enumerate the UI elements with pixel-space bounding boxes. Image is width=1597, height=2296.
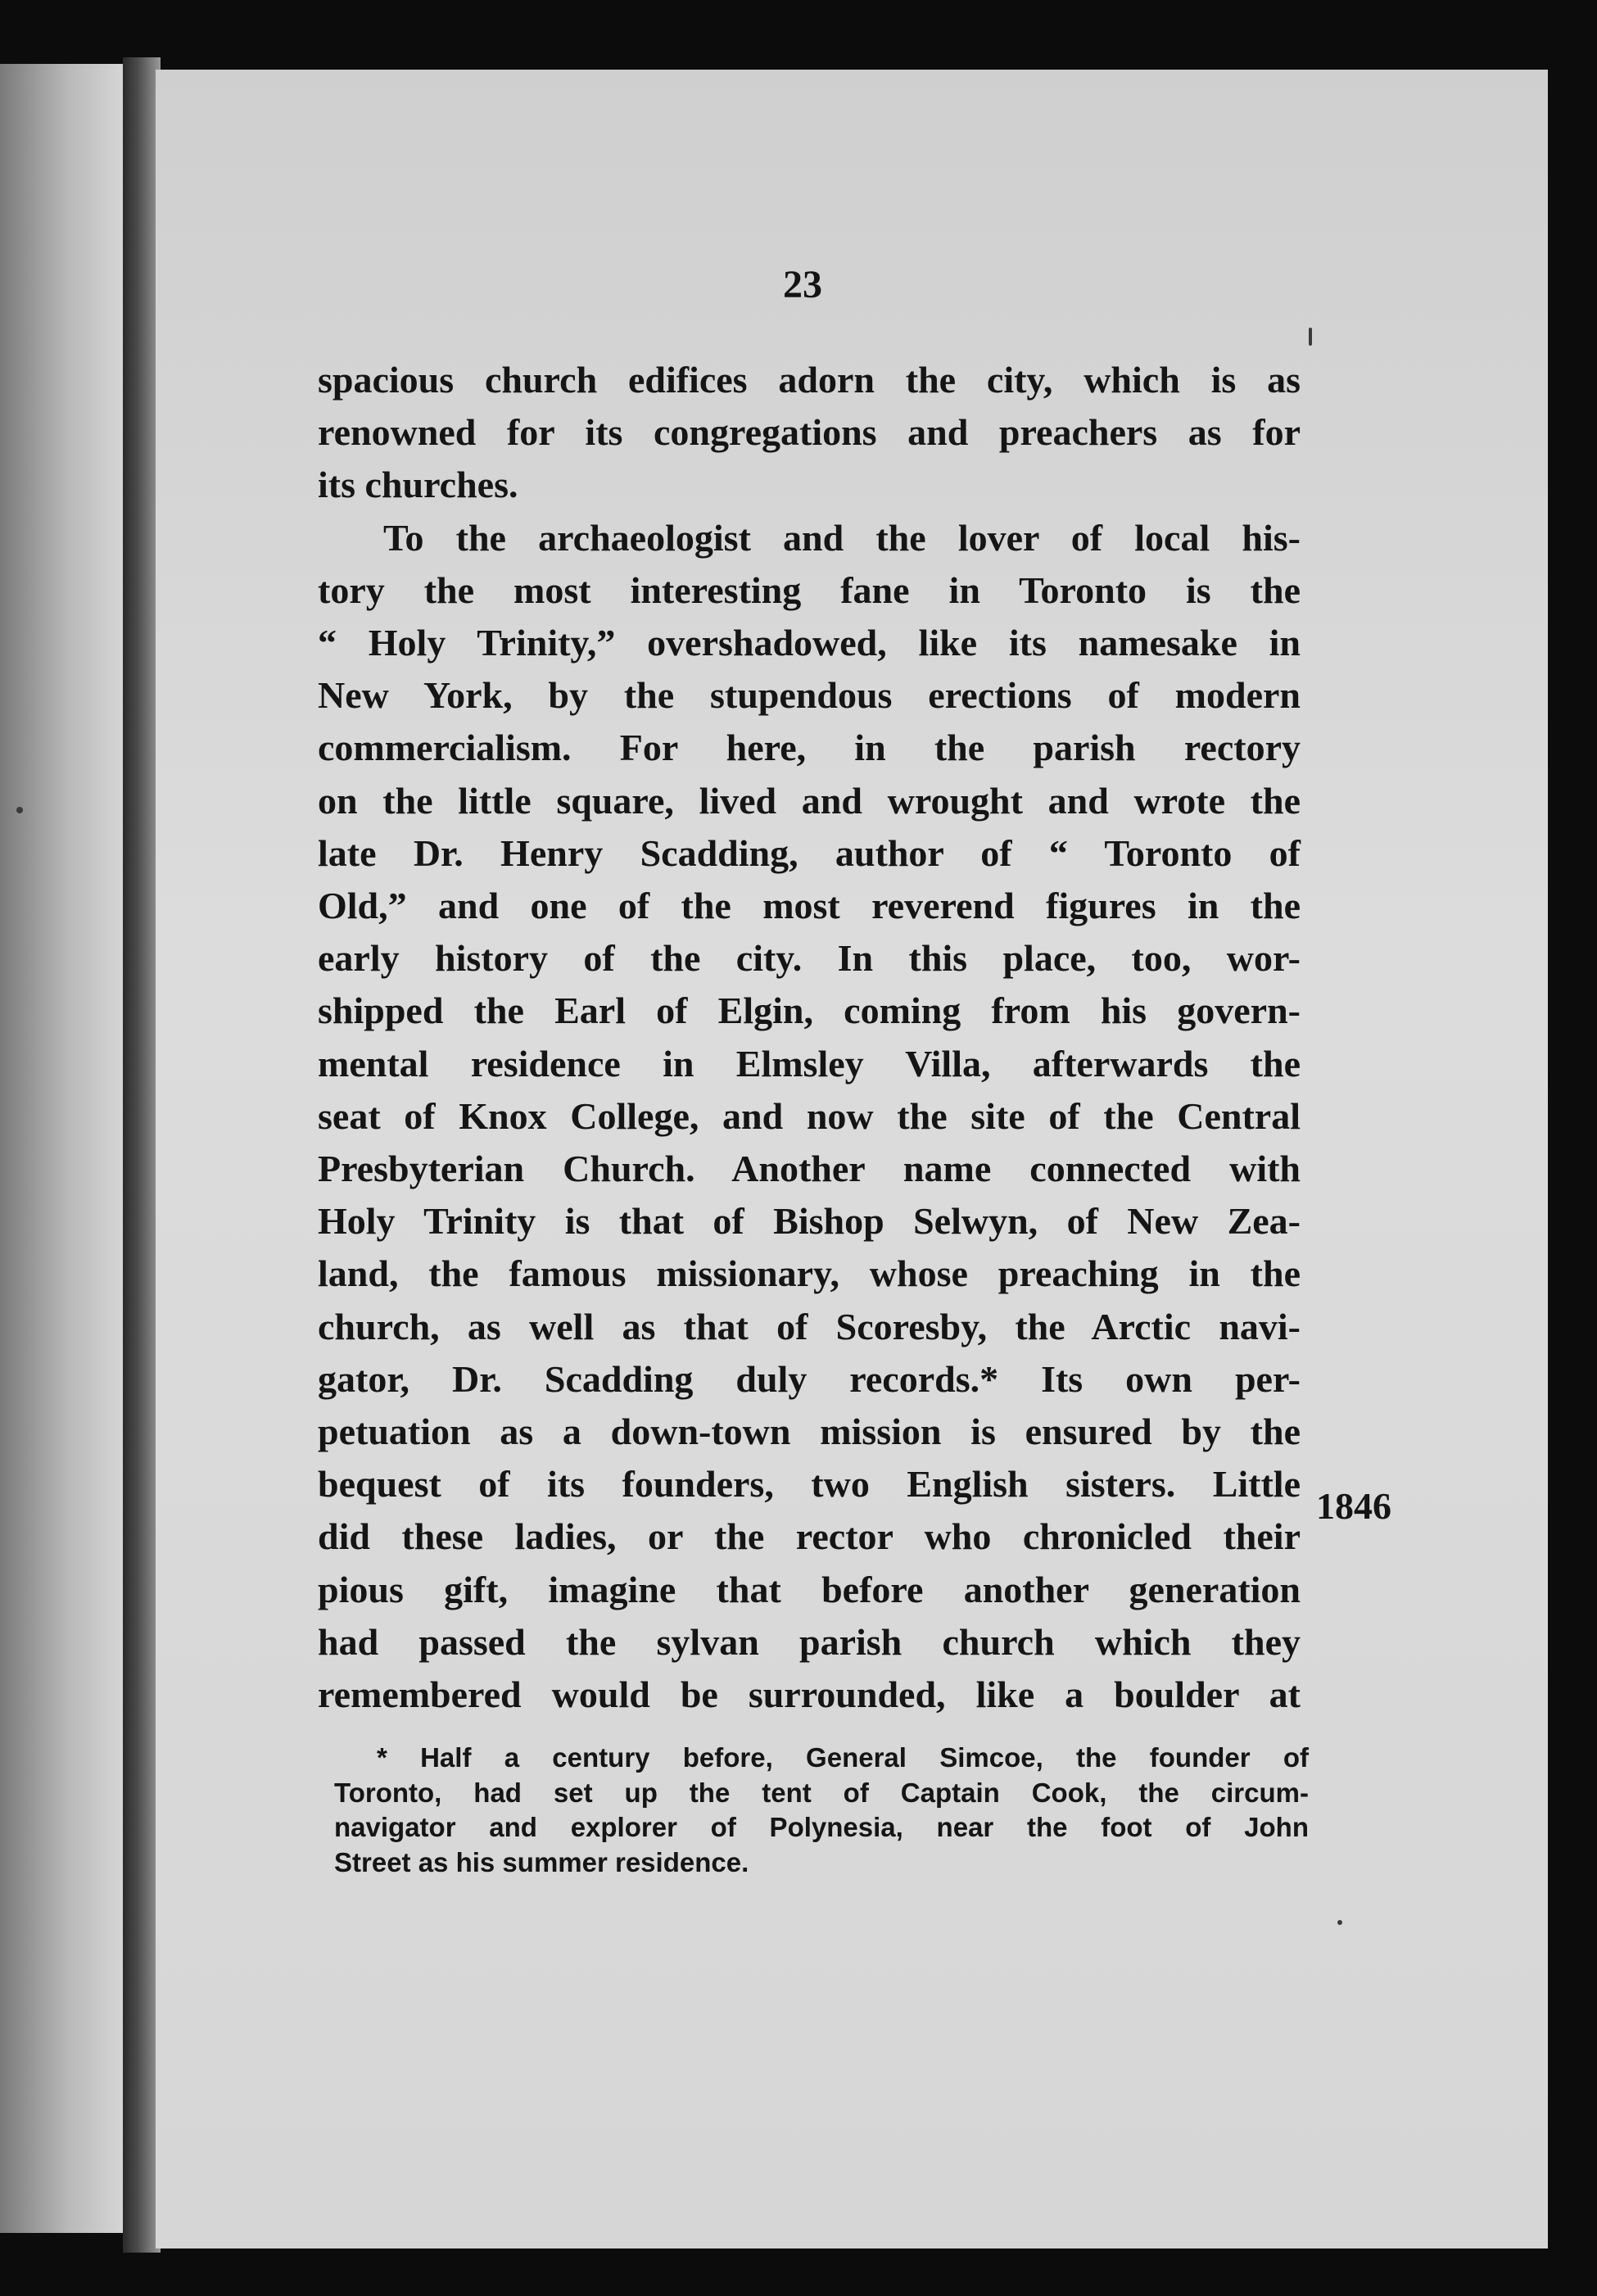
text-line-12: early history of the city. In this place, too, wor-: [318, 937, 1301, 980]
text-line-25: had passed the sylvan parish church which they: [318, 1620, 1301, 1663]
text-line-16: Presbyterian Church. Another name connected with: [318, 1148, 1301, 1190]
text-line-9: on the little square, lived and wrought and wrote the: [318, 779, 1301, 822]
footnote: [334, 1741, 1309, 1880]
text-line-19: church, as well as that of Scoresby, the Arctic navi-: [318, 1305, 1301, 1347]
text-line-18: land, the famous missionary, whose preaching in the: [318, 1252, 1301, 1295]
text-line-6: “ Holy Trinity,” overshadowed, like its namesake in: [318, 622, 1301, 664]
footnote-line-1: * Half a century before, General Simcoe, the founder of: [377, 1742, 1309, 1773]
text-line-22: bequest of its founders, two English sisters. Little: [318, 1463, 1301, 1506]
text-line-8: commercialism. For here, in the parish rectory: [318, 727, 1301, 769]
text-line-3: its churches.: [318, 464, 518, 506]
text-line-2: renowned for its congregations and preachers as for: [318, 411, 1301, 454]
scan-speck: [1309, 328, 1312, 346]
text-line-7: New York, by the stupendous erections of modern: [318, 674, 1301, 717]
text-line-11: Old,” and one of the most reverend figures in the: [318, 885, 1301, 927]
text-line-5: tory the most interesting fane in Toronto is the: [318, 568, 1301, 611]
text-line-24: pious gift, imagine that before another generation: [318, 1568, 1301, 1610]
footnote-line-3: navigator and explorer of Polynesia, near the foot of John: [334, 1812, 1309, 1842]
text-line-14: mental residence in Elmsley Villa, afterwards the: [318, 1042, 1301, 1085]
scan-speck: [1337, 1920, 1342, 1925]
text-line-1: spacious church edifices adorn the city, which is as: [318, 359, 1301, 401]
page-number: 23: [783, 263, 822, 306]
text-line-10: late Dr. Henry Scadding, author of “ Toronto of: [318, 831, 1301, 874]
text-line-4: To the archaeologist and the lover of local his-: [383, 516, 1301, 559]
margin-date-note: 1846: [1316, 1485, 1391, 1527]
text-line-26: remembered would be surrounded, like a boulder at: [318, 1673, 1301, 1716]
text-line-17: Holy Trinity is that of Bishop Selwyn, of New Zea-: [318, 1200, 1301, 1243]
text-line-13: shipped the Earl of Elgin, coming from his govern-: [318, 989, 1301, 1032]
text-line-21: petuation as a down-town mission is ensured by the: [318, 1411, 1301, 1453]
text-line-23: did these ladies, or the rector who chronicled their: [318, 1515, 1301, 1558]
body-text: [318, 354, 1301, 1721]
scan-speck: [16, 807, 23, 813]
text-line-20: gator, Dr. Scadding duly records.* Its own per-: [318, 1357, 1301, 1400]
facing-page-edge: [0, 64, 124, 2233]
footnote-line-2: Toronto, had set up the tent of Captain Cook, the circum-: [334, 1777, 1309, 1808]
footnote-line-4: Street as his summer residence.: [334, 1846, 749, 1877]
text-line-15: seat of Knox College, and now the site of the Central: [318, 1094, 1301, 1137]
